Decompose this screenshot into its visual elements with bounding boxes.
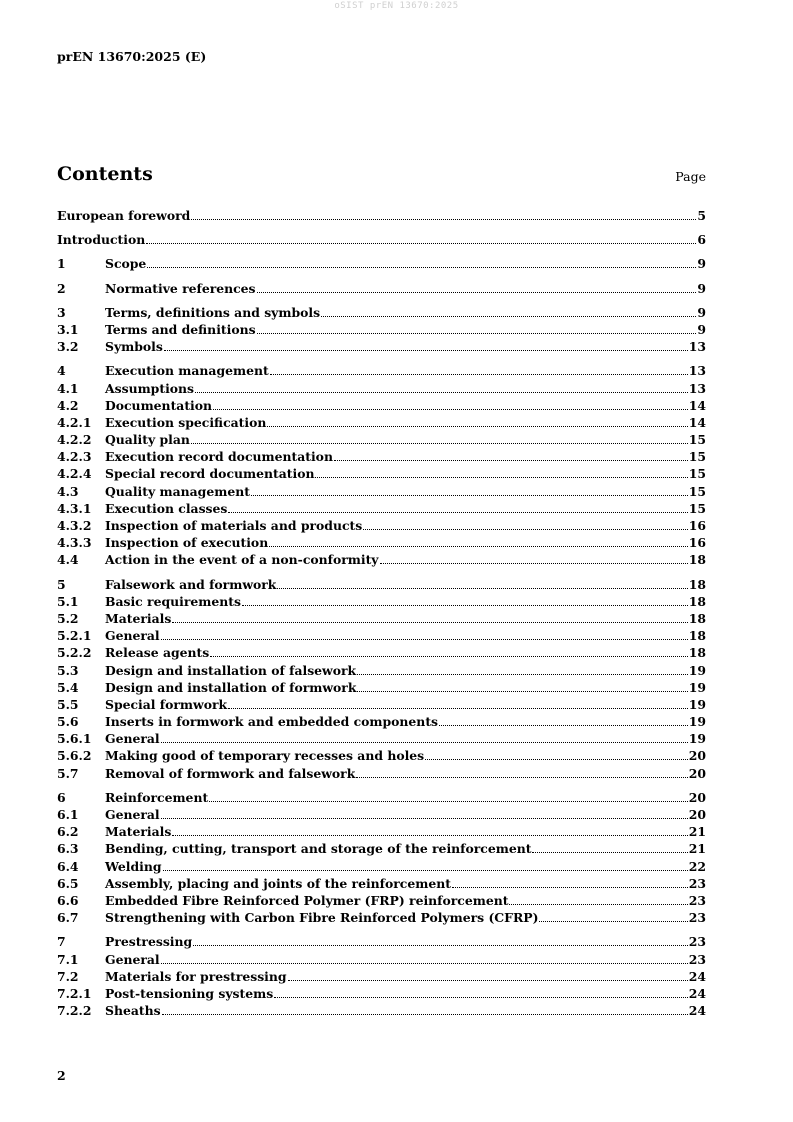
toc-entry-page: 24 bbox=[688, 985, 706, 1001]
toc-entry[interactable] bbox=[57, 679, 706, 696]
dot-leader bbox=[274, 987, 688, 998]
toc-entry[interactable] bbox=[57, 207, 706, 224]
toc-entry-page: 23 bbox=[688, 875, 706, 891]
toc-entry-title[interactable]: Bending, cutting, transport and storage of the reinforcement bbox=[105, 841, 532, 857]
dot-leader bbox=[539, 911, 687, 922]
document-id: prEN 13670:2025 (E) bbox=[57, 49, 207, 64]
toc-entry[interactable] bbox=[57, 730, 706, 747]
toc-section bbox=[57, 231, 706, 248]
toc-entry[interactable] bbox=[57, 448, 706, 465]
table-of-contents bbox=[57, 207, 706, 1026]
toc-entry-title[interactable]: Normative references bbox=[105, 280, 256, 296]
dot-leader bbox=[172, 825, 687, 836]
toc-entry[interactable] bbox=[57, 985, 706, 1002]
toc-entry-title[interactable]: Quality plan bbox=[105, 432, 190, 448]
toc-entry-page: 9 bbox=[697, 256, 706, 272]
dot-leader bbox=[228, 698, 688, 709]
toc-entry[interactable] bbox=[57, 909, 706, 926]
toc-entry[interactable] bbox=[57, 593, 706, 610]
toc-entry-number: 4.2.4 bbox=[57, 466, 92, 482]
toc-entry-number: 3.2 bbox=[57, 339, 79, 355]
toc-entry[interactable] bbox=[57, 500, 706, 517]
toc-section bbox=[57, 576, 706, 782]
toc-entry[interactable] bbox=[57, 280, 706, 297]
toc-entry-number: 6.6 bbox=[57, 892, 79, 908]
toc-entry-title[interactable]: General bbox=[105, 951, 160, 967]
toc-entry-number: 3 bbox=[57, 304, 66, 320]
toc-entry[interactable] bbox=[57, 696, 706, 713]
toc-entry-title[interactable]: Welding bbox=[105, 858, 162, 874]
toc-entry-number: 5.5 bbox=[57, 696, 79, 712]
toc-entry-page: 15 bbox=[688, 466, 706, 482]
dot-leader bbox=[210, 646, 687, 657]
toc-entry[interactable] bbox=[57, 840, 706, 857]
dot-leader bbox=[251, 485, 688, 496]
toc-entry[interactable] bbox=[57, 933, 706, 950]
toc-entry[interactable] bbox=[57, 1002, 706, 1019]
toc-entry-page: 21 bbox=[688, 841, 706, 857]
dot-leader bbox=[425, 749, 688, 760]
toc-entry-title[interactable]: Release agents bbox=[105, 645, 210, 661]
dot-leader bbox=[242, 595, 688, 606]
toc-entry[interactable] bbox=[57, 231, 706, 248]
toc-entry-title[interactable]: Terms, definitions and symbols bbox=[105, 304, 321, 320]
toc-entry-page: 5 bbox=[697, 208, 706, 223]
toc-entry-number: 6.3 bbox=[57, 841, 79, 857]
toc-entry-title[interactable]: Assumptions bbox=[105, 380, 195, 396]
toc-entry[interactable] bbox=[57, 397, 706, 414]
toc-entry-number: 7.2.2 bbox=[57, 1003, 92, 1019]
toc-entry[interactable] bbox=[57, 968, 706, 985]
toc-entry-title[interactable]: Strengthening with Carbon Fibre Reinforced Polymers (CFRP) bbox=[105, 910, 539, 926]
dot-leader bbox=[191, 433, 688, 444]
toc-entry-title[interactable]: Introduction bbox=[57, 232, 146, 248]
toc-section bbox=[57, 207, 706, 224]
toc-entry[interactable] bbox=[57, 431, 706, 448]
dot-leader bbox=[191, 209, 696, 220]
toc-entry-number: 6.1 bbox=[57, 807, 79, 822]
toc-entry-number: 6.5 bbox=[57, 875, 79, 891]
toc-entry[interactable] bbox=[57, 304, 706, 321]
dot-leader bbox=[161, 732, 688, 743]
toc-entry-page: 19 bbox=[688, 662, 706, 678]
dot-leader bbox=[532, 842, 687, 853]
toc-entry-title[interactable]: Symbols bbox=[105, 339, 163, 355]
toc-entry-page: 16 bbox=[688, 518, 706, 533]
toc-entry-number: 4 bbox=[57, 363, 66, 379]
toc-entry-title[interactable]: Sheaths bbox=[105, 1003, 161, 1019]
toc-entry-title[interactable]: General bbox=[105, 628, 160, 644]
toc-entry[interactable] bbox=[57, 662, 706, 679]
toc-entry-title[interactable]: General bbox=[105, 731, 160, 747]
dot-leader bbox=[161, 808, 688, 819]
dot-leader bbox=[321, 306, 696, 317]
toc-entry-title[interactable]: Reinforcement bbox=[105, 789, 209, 805]
page-number: 2 bbox=[57, 1068, 66, 1083]
toc-entry-number: 4.2 bbox=[57, 397, 79, 413]
toc-entry-number: 2 bbox=[57, 280, 66, 296]
toc-entry-title[interactable]: Special record documentation bbox=[105, 466, 315, 482]
toc-entry-number: 5.6.1 bbox=[57, 731, 92, 747]
toc-entry-page: 23 bbox=[688, 892, 706, 908]
toc-section bbox=[57, 280, 706, 297]
toc-entry-page: 15 bbox=[688, 432, 706, 448]
toc-entry-title[interactable]: Special formwork bbox=[105, 696, 228, 712]
toc-entry-page: 20 bbox=[688, 789, 706, 805]
toc-entry-page: 14 bbox=[688, 414, 706, 430]
dot-leader bbox=[161, 953, 688, 964]
toc-entry-page: 18 bbox=[688, 593, 706, 609]
toc-entry-page: 19 bbox=[688, 714, 706, 730]
toc-entry-number: 5.6.2 bbox=[57, 748, 92, 764]
toc-entry-page: 13 bbox=[688, 363, 706, 379]
dot-leader bbox=[146, 233, 696, 244]
dot-leader bbox=[357, 664, 688, 675]
toc-entry-page: 14 bbox=[688, 397, 706, 413]
toc-entry-title[interactable]: Execution specification bbox=[105, 414, 267, 430]
toc-entry[interactable] bbox=[57, 627, 706, 644]
toc-entry-page: 19 bbox=[688, 696, 706, 712]
toc-entry-title[interactable]: Inspection of execution bbox=[105, 535, 269, 551]
toc-entry-number: 4.2.3 bbox=[57, 449, 92, 465]
toc-entry-number: 7.2 bbox=[57, 968, 79, 984]
toc-entry-page: 21 bbox=[688, 824, 706, 840]
toc-entry-page: 18 bbox=[688, 645, 706, 661]
toc-entry-title[interactable]: Materials bbox=[105, 610, 172, 626]
dot-leader bbox=[195, 382, 688, 393]
toc-entry-number: 5.2 bbox=[57, 610, 79, 626]
toc-entry-number: 7 bbox=[57, 934, 66, 950]
toc-entry-number: 7.2.1 bbox=[57, 985, 92, 1001]
toc-entry-number: 4.2.2 bbox=[57, 432, 92, 448]
toc-entry-number: 5.2.2 bbox=[57, 645, 92, 661]
watermark: oSIST prEN 13670:2025 bbox=[334, 1, 459, 11]
dot-leader bbox=[380, 553, 688, 564]
toc-entry-title[interactable]: Execution record documentation bbox=[105, 449, 333, 465]
dot-leader bbox=[147, 257, 696, 268]
toc-entry-page: 18 bbox=[688, 576, 706, 592]
toc-entry-title[interactable]: Basic requirements bbox=[105, 593, 241, 609]
toc-entry-number: 6.7 bbox=[57, 910, 79, 926]
toc-entry[interactable] bbox=[57, 414, 706, 431]
toc-entry[interactable] bbox=[57, 765, 706, 782]
toc-entry[interactable] bbox=[57, 321, 706, 338]
toc-entry[interactable] bbox=[57, 644, 706, 661]
toc-entry[interactable] bbox=[57, 806, 706, 823]
toc-entry-number: 5.1 bbox=[57, 593, 79, 609]
toc-entry-title[interactable]: General bbox=[105, 807, 160, 822]
toc-entry-number: 7.1 bbox=[57, 951, 79, 967]
toc-entry-title[interactable]: Execution management bbox=[105, 363, 269, 379]
toc-entry[interactable] bbox=[57, 858, 706, 875]
page-title: Contents bbox=[57, 163, 153, 185]
toc-entry[interactable] bbox=[57, 534, 706, 551]
toc-section bbox=[57, 304, 706, 356]
toc-entry-number: 6.2 bbox=[57, 824, 79, 840]
toc-entry-page: 23 bbox=[688, 951, 706, 967]
toc-entry-number: 4.3.2 bbox=[57, 518, 92, 533]
toc-entry[interactable] bbox=[57, 789, 706, 806]
toc-entry-title[interactable]: Post-tensioning systems bbox=[105, 985, 274, 1001]
dot-leader bbox=[193, 935, 688, 946]
toc-entry[interactable] bbox=[57, 576, 706, 593]
toc-entry[interactable] bbox=[57, 892, 706, 909]
dot-leader bbox=[270, 364, 688, 375]
dot-leader bbox=[277, 578, 687, 589]
toc-entry-page: 15 bbox=[688, 483, 706, 499]
toc-entry[interactable] bbox=[57, 713, 706, 730]
toc-entry-number: 6.4 bbox=[57, 858, 79, 874]
toc-entry-page: 19 bbox=[688, 731, 706, 747]
toc-entry-title[interactable]: Materials bbox=[105, 824, 172, 840]
toc-entry-title[interactable]: Inspection of materials and products bbox=[105, 518, 363, 533]
dot-leader bbox=[161, 629, 688, 640]
toc-entry-page: 24 bbox=[688, 968, 706, 984]
toc-entry[interactable] bbox=[57, 338, 706, 355]
toc-entry[interactable] bbox=[57, 362, 706, 379]
toc-entry-number: 4.3.1 bbox=[57, 500, 92, 516]
toc-entry-title[interactable]: Making good of temporary recesses and holes bbox=[105, 748, 425, 764]
dot-leader bbox=[228, 502, 687, 513]
toc-entry-page: 20 bbox=[688, 807, 706, 822]
dot-leader bbox=[164, 340, 688, 351]
toc-entry-number: 4.2.1 bbox=[57, 414, 92, 430]
toc-entry-number: 5.6 bbox=[57, 714, 79, 730]
toc-entry-title[interactable]: Design and installation of falsework bbox=[105, 662, 357, 678]
toc-section bbox=[57, 362, 706, 568]
dot-leader bbox=[267, 416, 687, 427]
toc-entry-number: 5.2.1 bbox=[57, 628, 92, 644]
toc-entry-title[interactable]: Documentation bbox=[105, 397, 213, 413]
toc-entry[interactable] bbox=[57, 747, 706, 764]
toc-entry-title[interactable]: Removal of formwork and falsework bbox=[105, 765, 356, 781]
toc-entry-number: 5 bbox=[57, 576, 66, 592]
toc-entry-number: 5.4 bbox=[57, 679, 79, 695]
toc-section bbox=[57, 933, 706, 1019]
toc-entry-page: 9 bbox=[697, 304, 706, 320]
toc-entry-page: 18 bbox=[688, 628, 706, 644]
toc-entry-title[interactable]: Action in the event of a non-conformity bbox=[105, 552, 379, 568]
toc-entry-page: 9 bbox=[697, 280, 706, 296]
toc-entry[interactable] bbox=[57, 610, 706, 627]
toc-entry-number: 4.3.3 bbox=[57, 535, 92, 551]
toc-entry-number: 6 bbox=[57, 789, 66, 805]
dot-leader bbox=[257, 323, 697, 334]
toc-entry-number: 3.1 bbox=[57, 321, 79, 337]
toc-entry-number: 5.3 bbox=[57, 662, 79, 678]
dot-leader bbox=[209, 791, 688, 802]
toc-entry-page: 16 bbox=[688, 535, 706, 551]
toc-entry[interactable] bbox=[57, 380, 706, 397]
dot-leader bbox=[269, 536, 688, 547]
toc-entry-page: 23 bbox=[688, 910, 706, 926]
dot-leader bbox=[172, 612, 687, 623]
toc-entry-page: 6 bbox=[697, 232, 706, 248]
toc-entry-page: 19 bbox=[688, 679, 706, 695]
toc-entry-page: 9 bbox=[697, 321, 706, 337]
dot-leader bbox=[439, 715, 688, 726]
toc-section bbox=[57, 255, 706, 272]
toc-entry-title[interactable]: Falsework and formwork bbox=[105, 576, 277, 592]
toc-entry-title[interactable]: Quality management bbox=[105, 483, 250, 499]
toc-entry[interactable] bbox=[57, 551, 706, 568]
toc-entry[interactable] bbox=[57, 823, 706, 840]
dot-leader bbox=[334, 450, 688, 461]
toc-entry-number: 4.4 bbox=[57, 552, 79, 568]
toc-entry-page: 15 bbox=[688, 449, 706, 465]
toc-entry-page: 15 bbox=[688, 500, 706, 516]
toc-entry-number: 5.7 bbox=[57, 765, 79, 781]
toc-entry-page: 13 bbox=[688, 339, 706, 355]
toc-entry-number: 4.1 bbox=[57, 380, 79, 396]
toc-entry-title[interactable]: Scope bbox=[105, 256, 147, 272]
dot-leader bbox=[288, 970, 688, 981]
toc-entry[interactable] bbox=[57, 483, 706, 500]
toc-entry-title[interactable]: Terms and definitions bbox=[105, 321, 256, 337]
toc-entry-page: 20 bbox=[688, 765, 706, 781]
toc-entry[interactable] bbox=[57, 517, 706, 534]
dot-leader bbox=[452, 877, 688, 888]
toc-entry[interactable] bbox=[57, 951, 706, 968]
toc-entry-title[interactable]: European foreword bbox=[57, 208, 191, 223]
dot-leader bbox=[357, 681, 687, 692]
toc-entry-title[interactable]: Prestressing bbox=[105, 934, 193, 950]
toc-entry-title[interactable]: Assembly, placing and joints of the reinforcement bbox=[105, 875, 451, 891]
dot-leader bbox=[315, 467, 687, 478]
toc-entry-page: 22 bbox=[688, 858, 706, 874]
dot-leader bbox=[257, 282, 697, 293]
toc-entry-number: 1 bbox=[57, 256, 66, 272]
toc-entry-page: 13 bbox=[688, 380, 706, 396]
toc-entry-page: 20 bbox=[688, 748, 706, 764]
toc-entry[interactable] bbox=[57, 875, 706, 892]
dot-leader bbox=[363, 519, 688, 530]
toc-section bbox=[57, 789, 706, 927]
toc-entry[interactable] bbox=[57, 255, 706, 272]
page-column-label: Page bbox=[675, 169, 706, 184]
dot-leader bbox=[213, 399, 688, 410]
dot-leader bbox=[162, 1004, 688, 1015]
toc-entry-page: 23 bbox=[688, 934, 706, 950]
toc-entry-number: 4.3 bbox=[57, 483, 79, 499]
dot-leader bbox=[163, 860, 688, 871]
toc-entry-title[interactable]: Materials for prestressing bbox=[105, 968, 287, 984]
toc-entry-title[interactable]: Design and installation of formwork bbox=[105, 679, 357, 695]
dot-leader bbox=[356, 767, 687, 778]
toc-entry-title[interactable]: Execution classes bbox=[105, 500, 228, 516]
toc-entry-title[interactable]: Inserts in formwork and embedded components bbox=[105, 714, 439, 730]
toc-entry-page: 24 bbox=[688, 1003, 706, 1019]
toc-entry-page: 18 bbox=[688, 552, 706, 568]
toc-entry-title[interactable]: Embedded Fibre Reinforced Polymer (FRP) reinforcement bbox=[105, 892, 509, 908]
dot-leader bbox=[509, 894, 687, 905]
toc-entry[interactable] bbox=[57, 465, 706, 482]
toc-entry-page: 18 bbox=[688, 610, 706, 626]
